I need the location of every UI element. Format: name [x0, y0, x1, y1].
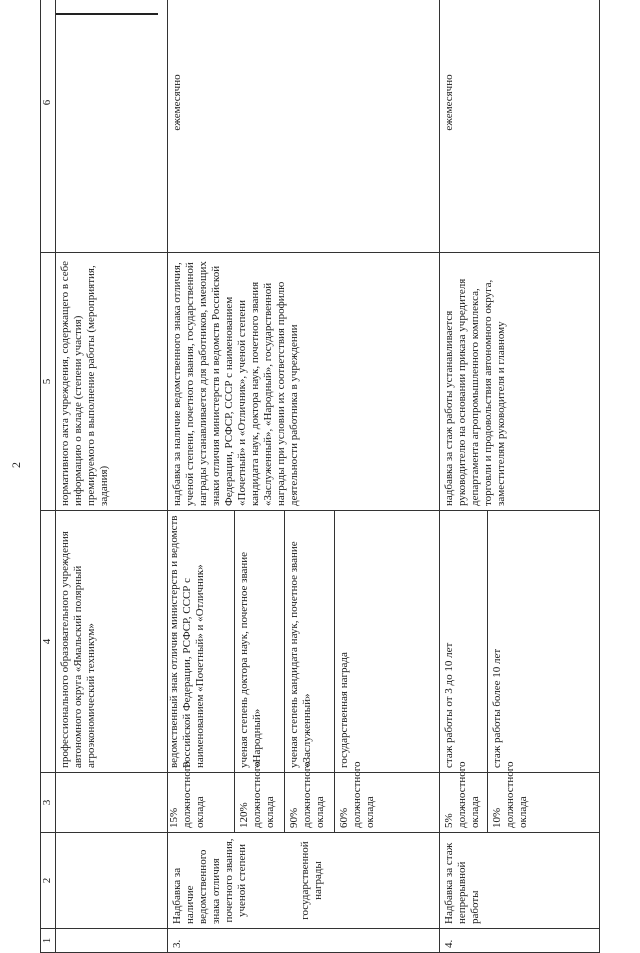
table-row-3: [168, 0, 440, 953]
row3-title-cell: [168, 833, 440, 929]
row3-percent-2: 120% должностного оклада: [234, 773, 284, 832]
row3-percent-1: 15% должностного оклада: [168, 761, 206, 828]
row3-percent-4: 60% должностного оклада: [334, 773, 377, 832]
header-col-4: 4: [41, 511, 56, 773]
row4-percent-1: 5% должностного оклада: [443, 761, 481, 828]
table-row-4: [440, 0, 600, 953]
row4-condition-2: стаж работы более 10 лет: [487, 511, 504, 772]
row4-percent-cell: [440, 761, 600, 833]
header-col-2: 2: [41, 833, 56, 929]
row4-condition-cell: [440, 511, 600, 773]
header-row: [41, 0, 56, 953]
row3-condition-4: государственная награда: [334, 511, 351, 772]
row3-frequency: ежемесячно: [168, 0, 440, 253]
header-col-1: 1: [41, 929, 56, 953]
row3-percent-cell: [168, 761, 440, 833]
page-number: 2: [9, 462, 23, 468]
row4-frequency: ежемесячно: [440, 0, 600, 253]
row4-number: 4.: [440, 929, 600, 953]
allowance-table: [40, 0, 600, 953]
header-col-5: 5: [41, 253, 56, 511]
cont-col4-text: профессионального образовательного учреждения автономного округа «Ямальский полярный агроэкономический техникум»: [56, 511, 168, 773]
row3-title-degree: почетного звания, ученой степени: [223, 838, 248, 923]
row3-condition-1: ведомственный знак отличия министерств и ведомств Российской Федерации, РСФСР, СССР с наименованием «Почетный» и «Отличник»: [168, 515, 206, 768]
row4-description: надбавка за стаж работы устанавливается руководителю на основании приказа учредителя департамента агропромышленного комплекса, торговли и продовольствия автономного округа, заместителям руководителя и главному: [440, 253, 600, 511]
table-row-continuation: [56, 0, 168, 953]
row4-condition-1: стаж работы от 3 до 10 лет: [443, 642, 455, 768]
row3-number: 3.: [168, 929, 440, 953]
row3-description: надбавка за наличие ведомственного знака отличия, ученой степени, почетного звания, государственной награды устанавливается для работников, имеющих знаки отличия министерств и ведомств Российской Федерации, РСФСР, СССР с наименованием «Почетный» и «Отличник», ученой степени кандидата наук, доктора наук, почетного звания «Заслуженный», «Народный», государственной награды при условии их соответствия профилю деятельности работника в учреждении: [168, 253, 440, 511]
row4-title: Надбавка за стаж непрерывной работы: [440, 833, 600, 929]
cont-col5-text: нормативного акта учреждения, содержащего в себе информацию о вкладе (степени участия) премируемого в выполнение работы (мероприятия, задания): [56, 253, 168, 511]
header-col-3: 3: [41, 773, 56, 833]
header-col-6: 6: [41, 0, 56, 253]
row3-percent-3: 90% должностного оклада: [284, 773, 334, 832]
row3-title-award: государственной награды: [299, 841, 324, 920]
row4-percent-2: 10% должностного оклада: [487, 773, 530, 832]
row3-condition-2: ученая степень доктора наук, почетное звание «Народный»: [234, 511, 284, 772]
row3-condition-cell: [168, 511, 440, 773]
row3-title-main: Надбавка за наличие ведомственного знака отличия: [171, 849, 222, 924]
rotated-table-sheet: [9, 0, 600, 953]
row3-condition-3: ученая степень кандидата наук, почетное звание «Заслуженный»: [284, 511, 334, 772]
